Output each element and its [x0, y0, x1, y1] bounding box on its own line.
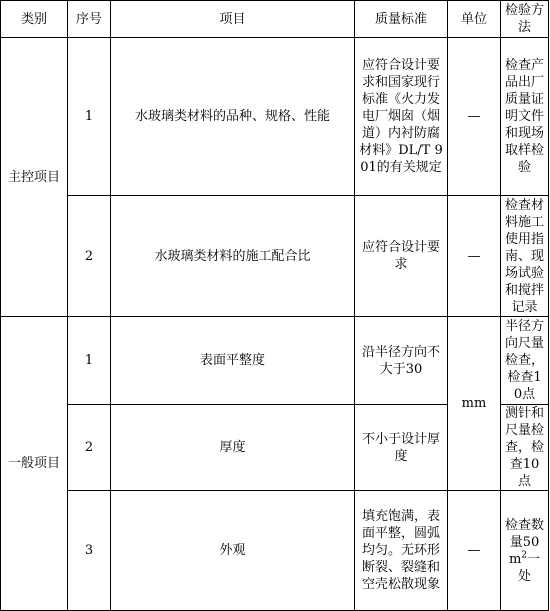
row-serial: 3 [68, 491, 111, 611]
table-row [1, 38, 549, 196]
method-superscript: 2 [521, 550, 528, 561]
row-method: 半径方向尺量检查，检查10点 [501, 317, 549, 405]
method-text: 一处 [517, 551, 541, 584]
header-row [1, 1, 549, 38]
header-unit: 单位 [448, 1, 501, 38]
row-method: 检查产品出厂质量证明文件和现场取样检验 [501, 38, 549, 196]
row-item: 水玻璃类材料的品种、规格、性能 [111, 38, 355, 196]
row-serial: 1 [68, 317, 111, 405]
row-item: 水玻璃类材料的施工配合比 [111, 196, 355, 317]
group-main: 主控项目 [1, 38, 68, 317]
group-general: 一般项目 [1, 317, 68, 611]
row-method [501, 491, 549, 611]
row-unit: — [448, 196, 501, 317]
header-item: 项目 [111, 1, 355, 38]
method-text: 检查数量50m [504, 517, 544, 567]
table-row [1, 317, 549, 405]
row-unit: — [448, 491, 501, 611]
row-standard: 填充饱满，表面平整，圆弧均匀。无环形断裂、裂缝和空壳松散现象 [355, 491, 448, 611]
header-serial: 序号 [68, 1, 111, 38]
row-standard: 不小于设计厚度 [355, 405, 448, 491]
row-method: 测针和尺量检查，检查10点 [501, 405, 549, 491]
row-standard: 应符合设计要求 [355, 196, 448, 317]
row-item: 厚度 [111, 405, 355, 491]
table-row [1, 196, 549, 317]
row-unit: mm [448, 317, 501, 491]
header-method: 检验方法 [501, 1, 549, 38]
row-serial: 2 [68, 405, 111, 491]
row-method: 检查材料施工使用指南、现场试验和搅拌记录 [501, 196, 549, 317]
header-standard: 质量标准 [355, 1, 448, 38]
row-standard: 应符合设计要求和国家现行标准《火力发电厂烟囱（烟道）内衬防腐材料》DL/T 901的有关规定 [355, 38, 448, 196]
row-item: 外观 [111, 491, 355, 611]
row-standard: 沿半径方向不大于30 [355, 317, 448, 405]
row-unit: — [448, 38, 501, 196]
table-row [1, 491, 549, 611]
row-serial: 1 [68, 38, 111, 196]
row-serial: 2 [68, 196, 111, 317]
header-category: 类别 [1, 1, 68, 38]
row-item: 表面平整度 [111, 317, 355, 405]
